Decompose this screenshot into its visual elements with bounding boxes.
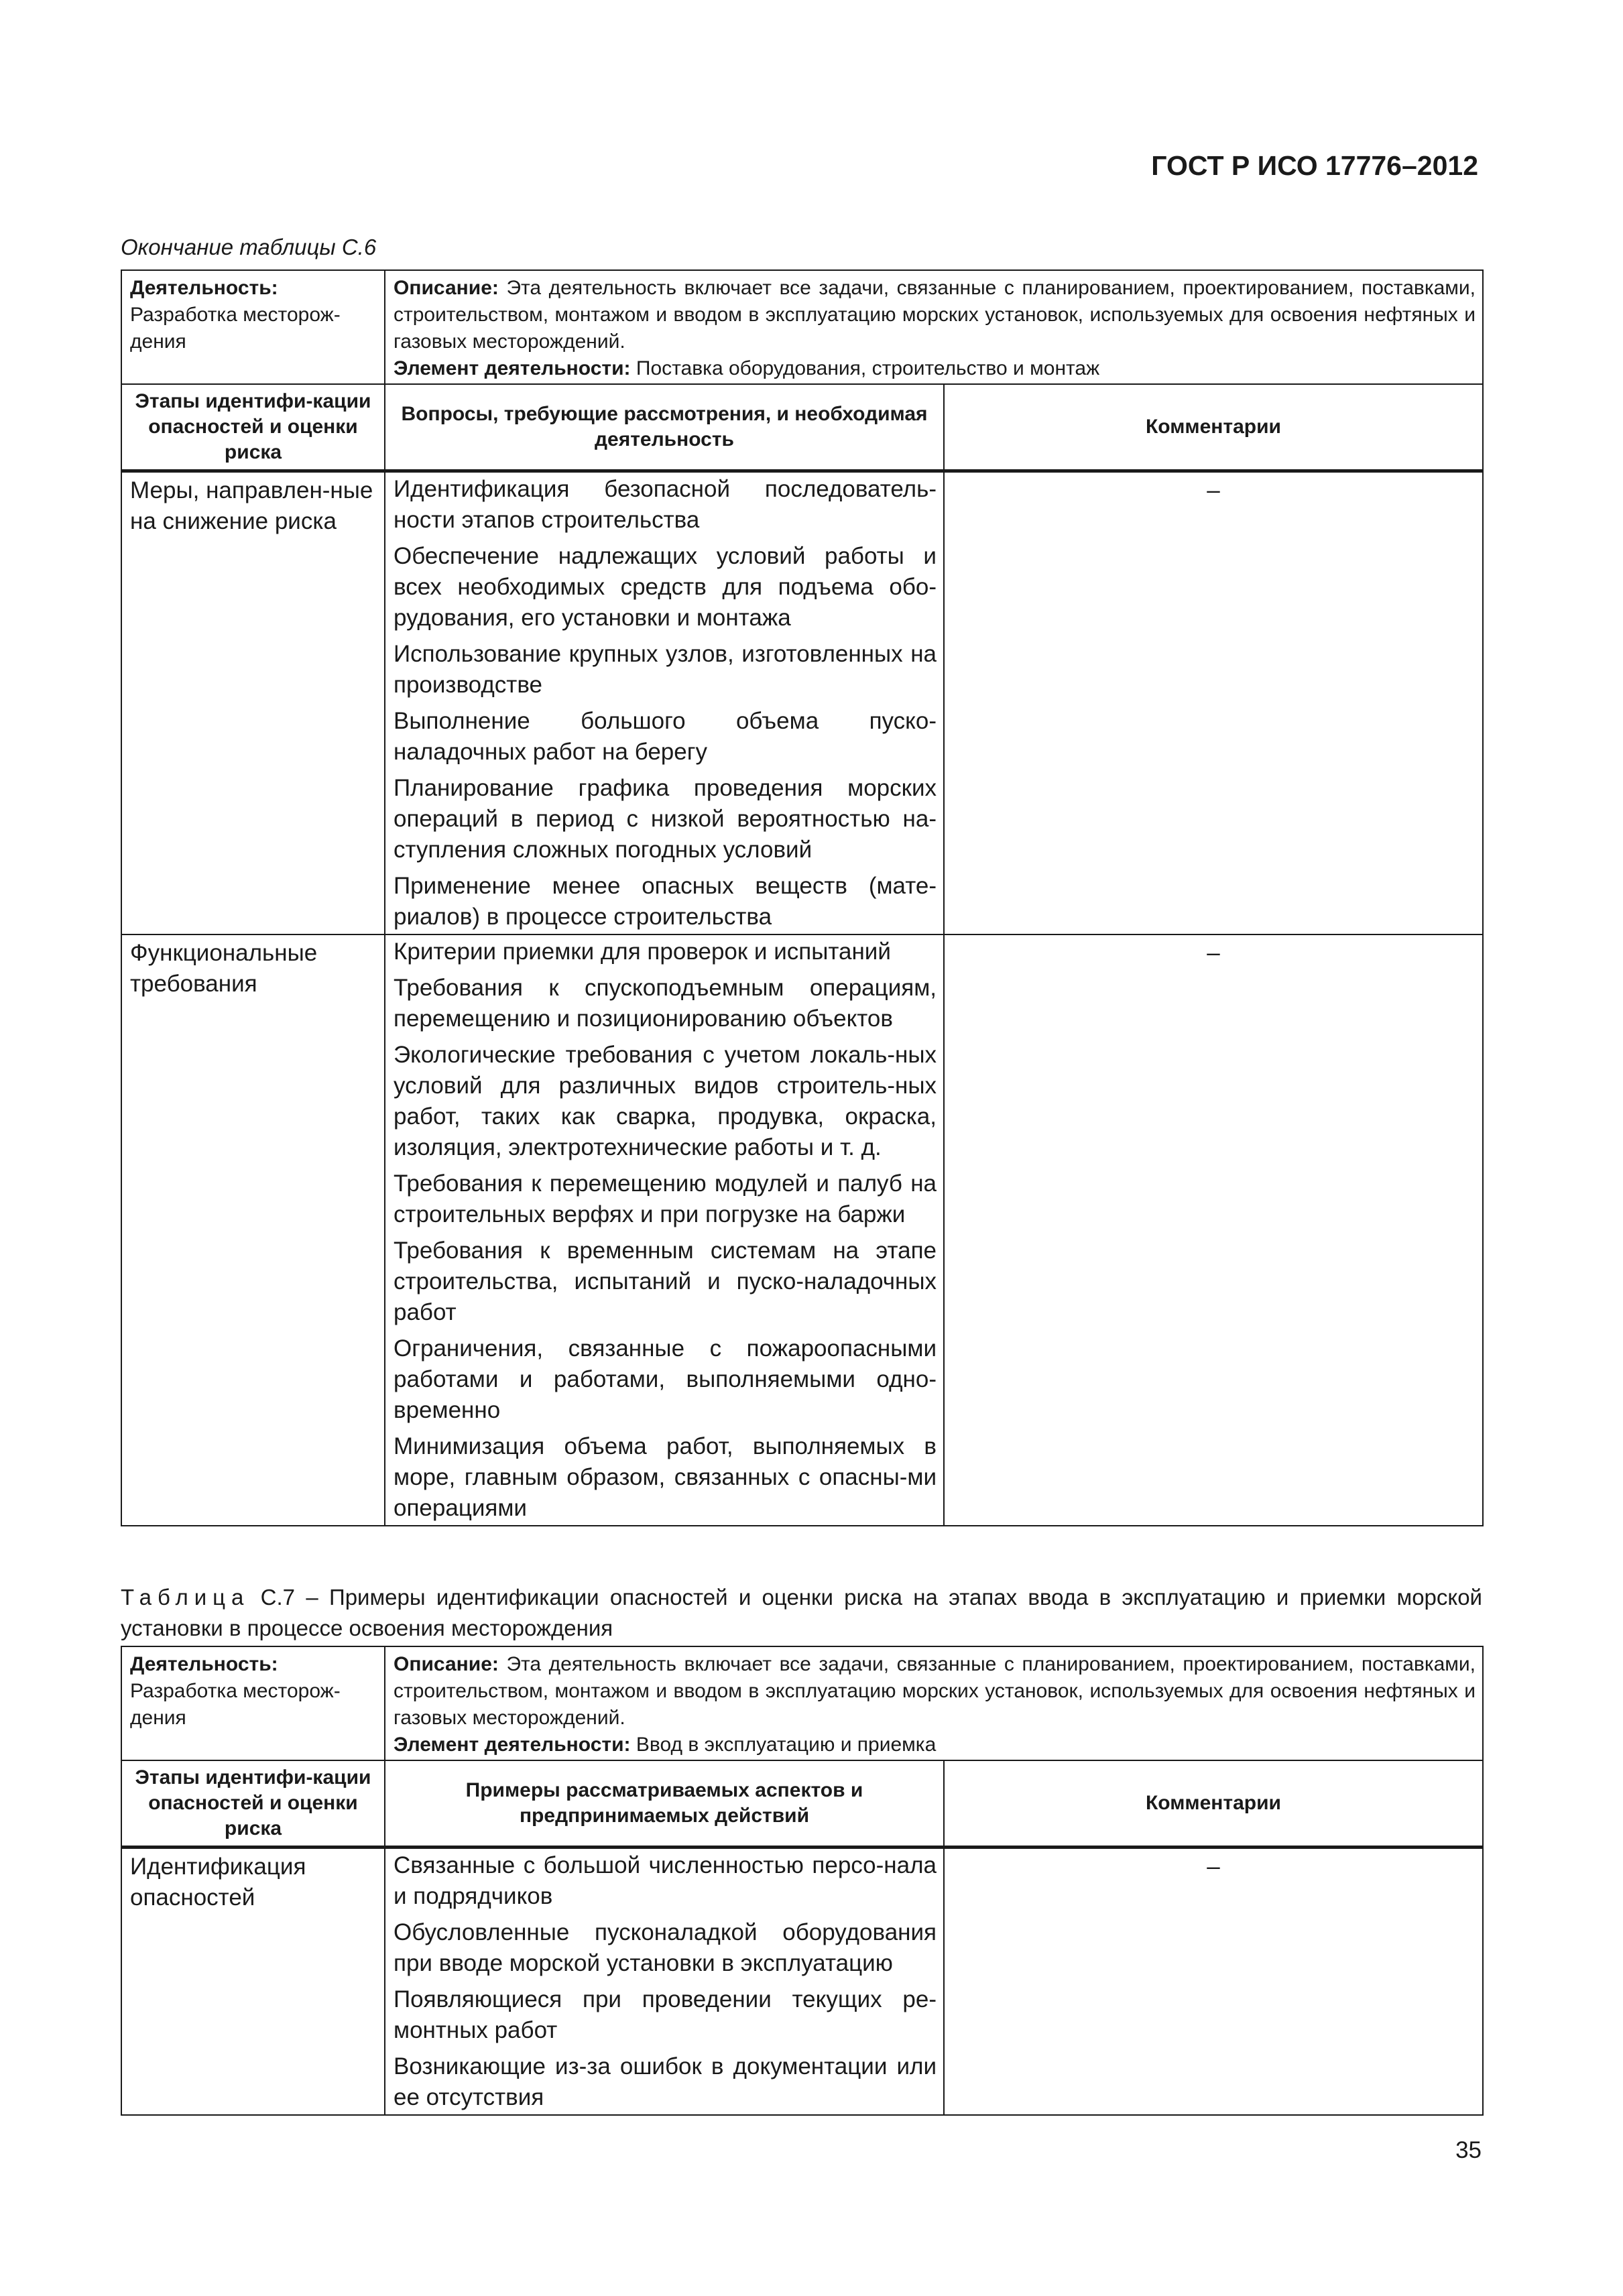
col-header-comments: Комментарии xyxy=(944,384,1483,471)
page-number: 35 xyxy=(1455,2137,1482,2163)
description-text: Эта деятельность включает все задачи, связанные с планированием, проектированием, поставками, строительством, монтажом и вводом в эксплуатацию морских установок, используемых для освоения нефтяных и газовых месторождений. xyxy=(394,1653,1476,1729)
table-c7-caption xyxy=(121,1582,1482,1644)
table-c7 xyxy=(121,1646,1484,2116)
activity-row xyxy=(121,1646,1483,1760)
list-item: Требования к временным системам на этапе строительства, испытаний и пуско-наладочных работ xyxy=(394,1237,937,1325)
list-item: Ограничения, связанные с пожароопасными работами и работами, выполняемыми одно-временно xyxy=(394,1335,937,1423)
table-word: Таблица xyxy=(121,1585,250,1610)
stage-cell: Функциональные требования xyxy=(121,934,385,1526)
element-value: Ввод в эксплуатацию и приемка xyxy=(636,1734,937,1756)
header-row xyxy=(121,384,1483,471)
questions-cell xyxy=(385,471,944,935)
comment-cell: – xyxy=(944,471,1483,935)
document-code: ГОСТ Р ИСО 17776–2012 xyxy=(1151,150,1478,181)
list-item: Появляющиеся при проведении текущих ре-монтных работ xyxy=(394,1986,937,2043)
list-item: Выполнение большого объема пуско-наладочных работ на берегу xyxy=(394,708,937,765)
list-item: Требования к спускоподъемным операциям, перемещению и позиционированию объектов xyxy=(394,975,937,1032)
comment-cell: – xyxy=(944,934,1483,1526)
table-continuation-caption: Окончание таблицы С.6 xyxy=(121,235,377,259)
list-item: Обусловленные пусконаладкой оборудования при вводе морской установки в эксплуатацию xyxy=(394,1919,937,1976)
element-label: Элемент деятельности: xyxy=(394,357,631,379)
description-cell xyxy=(385,270,1483,384)
activity-value: Разработка месторож-дения xyxy=(130,304,341,353)
list-item: Использование крупных узлов, изготовленных на производстве xyxy=(394,641,937,698)
list-item: Критерии приемки для проверок и испытаний xyxy=(394,939,891,965)
list-item: Возникающие из-за ошибок в документации или ее отсутствия xyxy=(394,2053,937,2110)
description-text: Эта деятельность включает все задачи, связанные с планированием, проектированием, поставками, строительством, монтажом и вводом в эксплуатацию морских установок, используемых для освоения нефтяных и газовых месторождений. xyxy=(394,277,1476,353)
activity-cell xyxy=(121,270,385,384)
header-row xyxy=(121,1760,1483,1848)
table-row xyxy=(121,1848,1483,2116)
list-item: Обеспечение надлежащих условий работы и всех необходимых средств для подъема обо-рудования, его установки и монтажа xyxy=(394,543,937,631)
stage-cell: Меры, направлен-ные на снижение риска xyxy=(121,471,385,935)
col-header-stages: Этапы идентифи-кации опасностей и оценки риска xyxy=(121,1760,385,1848)
activity-cell xyxy=(121,1646,385,1760)
table-c6-end xyxy=(121,269,1484,1526)
col-header-comments: Комментарии xyxy=(944,1760,1483,1848)
col-header-aspects: Примеры рассматриваемых аспектов и предпринимаемых действий xyxy=(385,1760,944,1848)
questions-cell xyxy=(385,934,944,1526)
element-label: Элемент деятельности: xyxy=(394,1734,631,1756)
table-row xyxy=(121,471,1483,935)
activity-row xyxy=(121,270,1483,384)
activity-label: Деятельность: xyxy=(130,277,278,299)
list-item: Идентификация безопасной последователь-ности этапов строительства xyxy=(394,476,937,533)
list-item: Применение менее опасных веществ (мате-риалов) в процессе строительства xyxy=(394,873,937,930)
list-item: Требования к перемещению модулей и палуб на строительных верфях и при погрузке на баржи xyxy=(394,1170,937,1227)
table-row xyxy=(121,934,1483,1526)
col-header-stages: Этапы идентифи-кации опасностей и оценки риска xyxy=(121,384,385,471)
activity-value: Разработка месторож-дения xyxy=(130,1680,341,1729)
comment-cell: – xyxy=(944,1848,1483,2116)
description-cell xyxy=(385,1646,1483,1760)
stage-cell: Идентификация опасностей xyxy=(121,1848,385,2116)
element-value: Поставка оборудования, строительство и монтаж xyxy=(636,357,1100,379)
list-item: Минимизация объема работ, выполняемых в море, главным образом, связанных с опасны-ми операциями xyxy=(394,1433,937,1521)
description-label: Описание: xyxy=(394,277,499,299)
col-header-questions: Вопросы, требующие рассмотрения, и необходимая деятельность xyxy=(385,384,944,471)
list-item: Связанные с большой численностью персо-нала и подрядчиков xyxy=(394,1852,937,1909)
table-c7-caption-text: С.7 – Примеры идентификации опасностей и оценки риска на этапах ввода в эксплуатацию и приемки морской установки в процессе освоения месторождения xyxy=(121,1585,1482,1640)
list-item: Планирование графика проведения морских операций в период с низкой вероятностью на-ступления сложных погодных условий xyxy=(394,775,937,863)
description-label: Описание: xyxy=(394,1653,499,1675)
activity-label: Деятельность: xyxy=(130,1653,278,1675)
list-item: Экологические требования с учетом локаль-ных условий для различных видов строитель-ных работ, таких как сварка, продувка, окраска, изоляция, электротехнические работы и т. д. xyxy=(394,1042,937,1160)
aspects-cell xyxy=(385,1848,944,2116)
